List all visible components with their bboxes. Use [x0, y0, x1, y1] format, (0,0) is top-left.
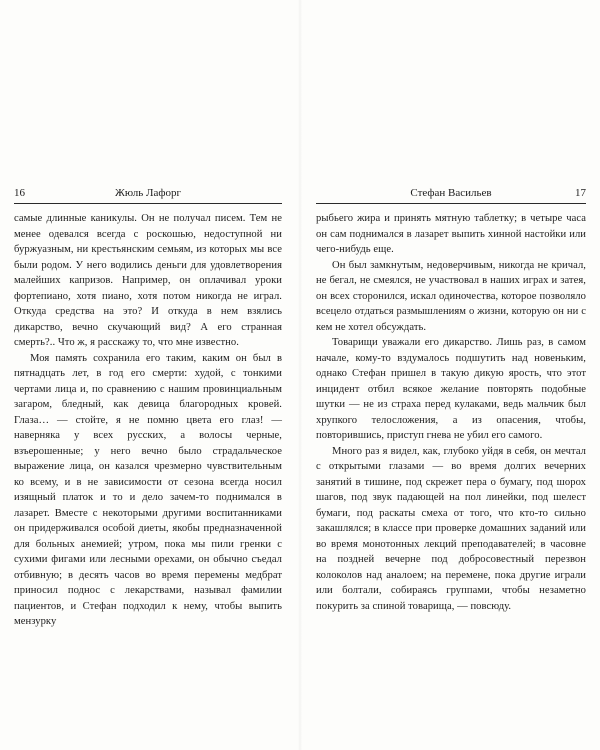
left-paragraph-1: самые длинные каникулы. Он не получал писем. Тем не менее одевался всегда с роскошью, недоступной ни буржуазным, ни крестьянским семьям, из которых мы все были родом. У него водились деньги для удовлетворения малейших капризов. Например, он оплачивал уроки фортепиано, хотя пиано, хотя потом никогда не играл. Откуда средства на это? И откуда в нем взялись дикарство, вечно скучающий вид? А его странная смерть?.. Что ж, я расскажу то, что мне известно. [14, 213, 282, 348]
book-gutter [298, 0, 302, 750]
right-paragraph-4: Много раз я видел, как, глубоко уйдя в себя, он мечтал с открытыми глазами — во время долгих вечерних занятий в тишине, под скрежет пера о бумагу, под шорох шагов, под звук падающей на пол линейки, под шелест бумаги, под раскаты смеха от того, что кто-то сильно закашлялся; в классе при проверке домашних заданий или во время монотонных лекций преподавателей; в часовне на поздней вечерне под добросовестный перезвон колоколов над аналоем; на перемене, пока другие играли или болтали, собираясь группами, чтобы незаметно покурить за спиной товарища, — повсюду. [316, 445, 586, 612]
left-paragraph-2: Моя память сохранила его таким, каким он был в пятнадцать лет, в год его смерти: худой, с тонкими чертами лица и, по сравнению с нашим провинциальным загаром, бледный, как девица благородных кровей. Глаза… — стойте, я не помню цвета его глаз! — наверняка у всех русских, а волосы черные, взъерошенные; у него вечно было страдальческое выражение лица, он казался чрезмерно чувствительным ко всему, и в не зависимости от сезона всегда носил изящный платок и то и дело зачем-то поднимался в лазарет. Вместе с некоторыми другими воспитанниками он придерживался особой диеты, якобы предназначенной для больных анемией; утром, пока мы пили гренки с сухими фигами или лесными орехами, он обычно съедал отбивную; в десять часов во время перемены медбрат приносил поднос с лекарствами, называл фамилии пациентов, и Стефан подходил к нему, чтобы выпить мензурку [14, 352, 282, 627]
left-running-head [14, 186, 282, 202]
right-page-number: 17 [575, 187, 586, 199]
right-page [316, 186, 586, 614]
left-header-rule [14, 203, 282, 204]
right-running-head [316, 186, 586, 202]
left-running-head-title: Жюль Лафорг [114, 187, 182, 199]
right-paragraph-3: Товарищи уважали его дикарство. Лишь раз, в самом начале, кому-то вздумалось подшутить над новеньким, однако Стефан пришел в такую дикую ярость, что этот инцидент отбил всякое желание повторять подобные шутки — не из страха перед кулаками, ведь мальчик был хрупкого телосложения, а из опасения, чтобы, повторившись, приступ гнева не убил его самого. [316, 337, 586, 441]
left-page [14, 186, 282, 630]
right-paragraph-1: рыбьего жира и принять мятную таблетку; в четыре часа он сам поднимался в лазарет выпить хинной настойки или чего-нибудь еще. [316, 213, 586, 255]
right-running-head-title: Стефан Васильев [410, 187, 492, 199]
left-page-number: 16 [14, 187, 25, 199]
left-body-text [14, 211, 282, 630]
right-header-rule [316, 203, 586, 204]
right-body-text [316, 211, 586, 614]
right-paragraph-2: Он был замкнутым, недоверчивым, никогда не кричал, не бегал, не смеялся, не участвовал в наших играх и затея, он всех сторонился, искал одиночества, которое позволяло всецело отдаться размышлениям о жизни, которую он ни с кем не хотел обсуждать. [316, 259, 586, 333]
